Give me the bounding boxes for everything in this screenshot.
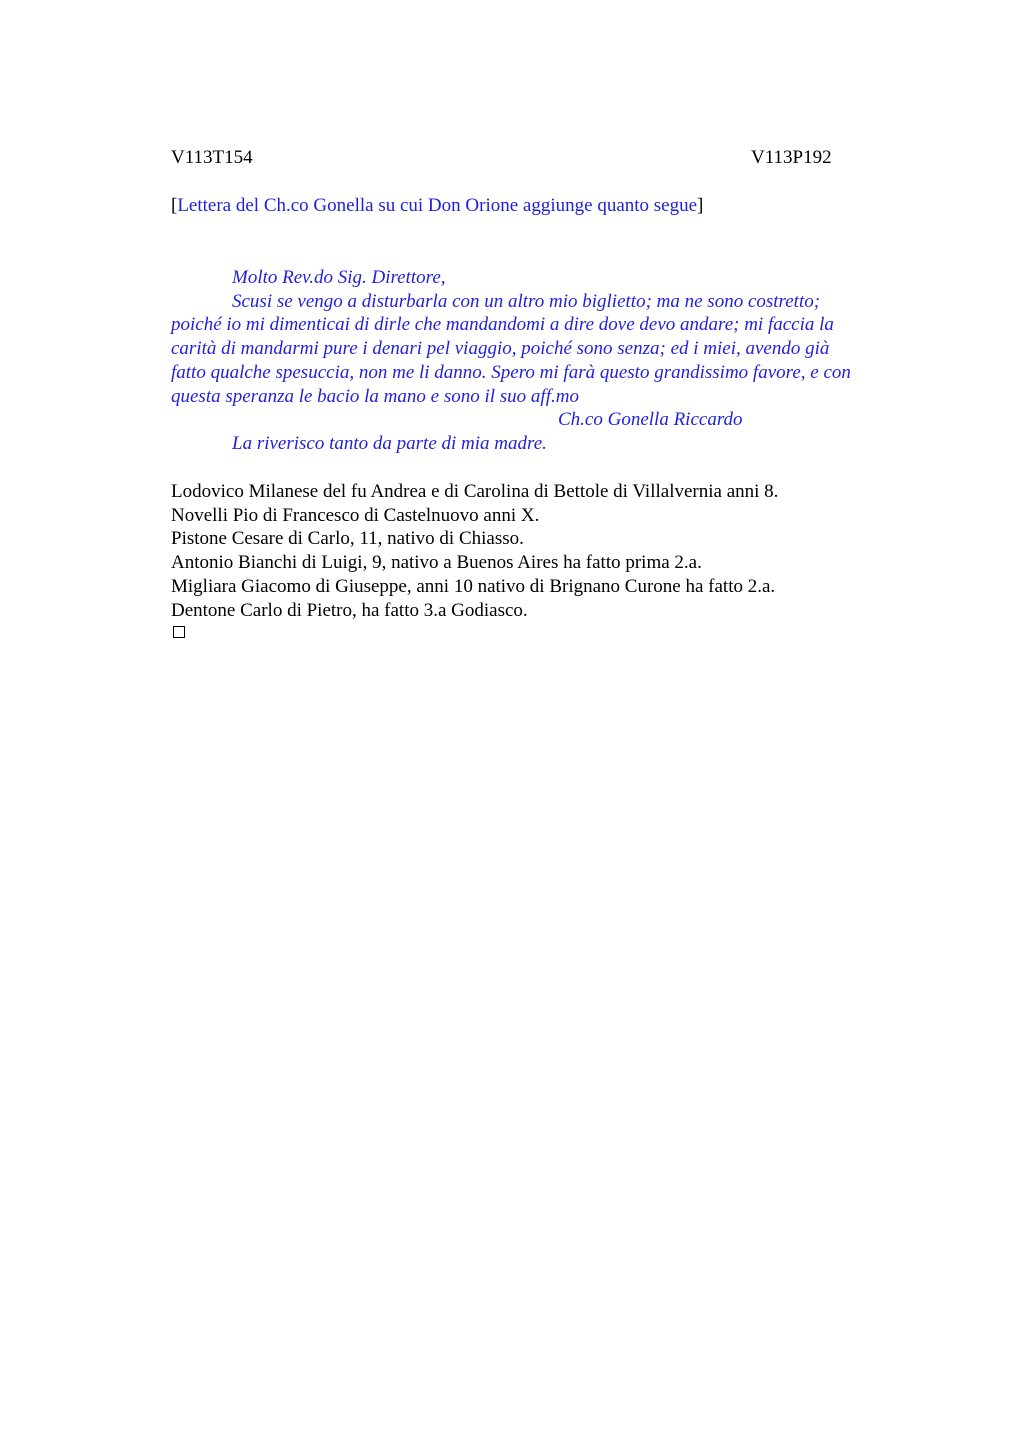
letter-line: carità di mandarmi pure i denari pel viaggio, poiché sono senza; ed i miei, avendo già <box>171 338 830 360</box>
list-item: Novelli Pio di Francesco di Castelnuovo anni X. <box>171 504 540 526</box>
heading-close-bracket: ] <box>697 195 704 216</box>
student-list <box>171 480 778 622</box>
list-item: Antonio Bianchi di Luigi, 9, nativo a Buenos Aires ha fatto prima 2.a. <box>171 552 702 574</box>
list-item: Pistone Cesare di Carlo, 11, nativo di Chiasso. <box>171 528 524 550</box>
list-item: Migliara Giacomo di Giuseppe, anni 10 nativo di Brignano Curone ha fatto 2.a. <box>171 575 776 597</box>
letter-signature: Ch.co Gonella Riccardo <box>558 409 743 431</box>
heading-open-bracket: [ <box>171 195 178 216</box>
letter-line: Scusi se vengo a disturbarla con un altro mio biglietto; ma ne sono costretto; <box>232 290 821 312</box>
letter-line: fatto qualche spesuccia, non me li danno. Spero mi farà questo grandissimo favore, e con <box>171 361 851 383</box>
letter-body <box>171 266 931 456</box>
heading-text: Lettera del Ch.co Gonella su cui Don Orione aggiunge quanto segue <box>177 195 698 216</box>
letter-line: questa speranza le bacio la mano e sono il suo aff.mo <box>171 385 579 407</box>
empty-checkbox-icon <box>173 626 185 638</box>
letter-postscript: La riverisco tanto da parte di mia madre. <box>232 432 547 454</box>
list-item: Lodovico Milanese del fu Andrea e di Carolina di Bettole di Villalvernia anni 8. <box>171 481 779 502</box>
letter-heading <box>171 195 703 217</box>
letter-line: poiché io mi dimenticai di dirle che mandandomi a dire dove devo andare; mi faccia la <box>171 314 834 336</box>
document-ref-right: V113P192 <box>751 147 832 168</box>
list-item: Dentone Carlo di Pietro, ha fatto 3.a Godiasco. <box>171 599 528 621</box>
document-ref-left: V113T154 <box>171 147 253 168</box>
letter-salutation: Molto Rev.do Sig. Direttore, <box>232 267 446 288</box>
